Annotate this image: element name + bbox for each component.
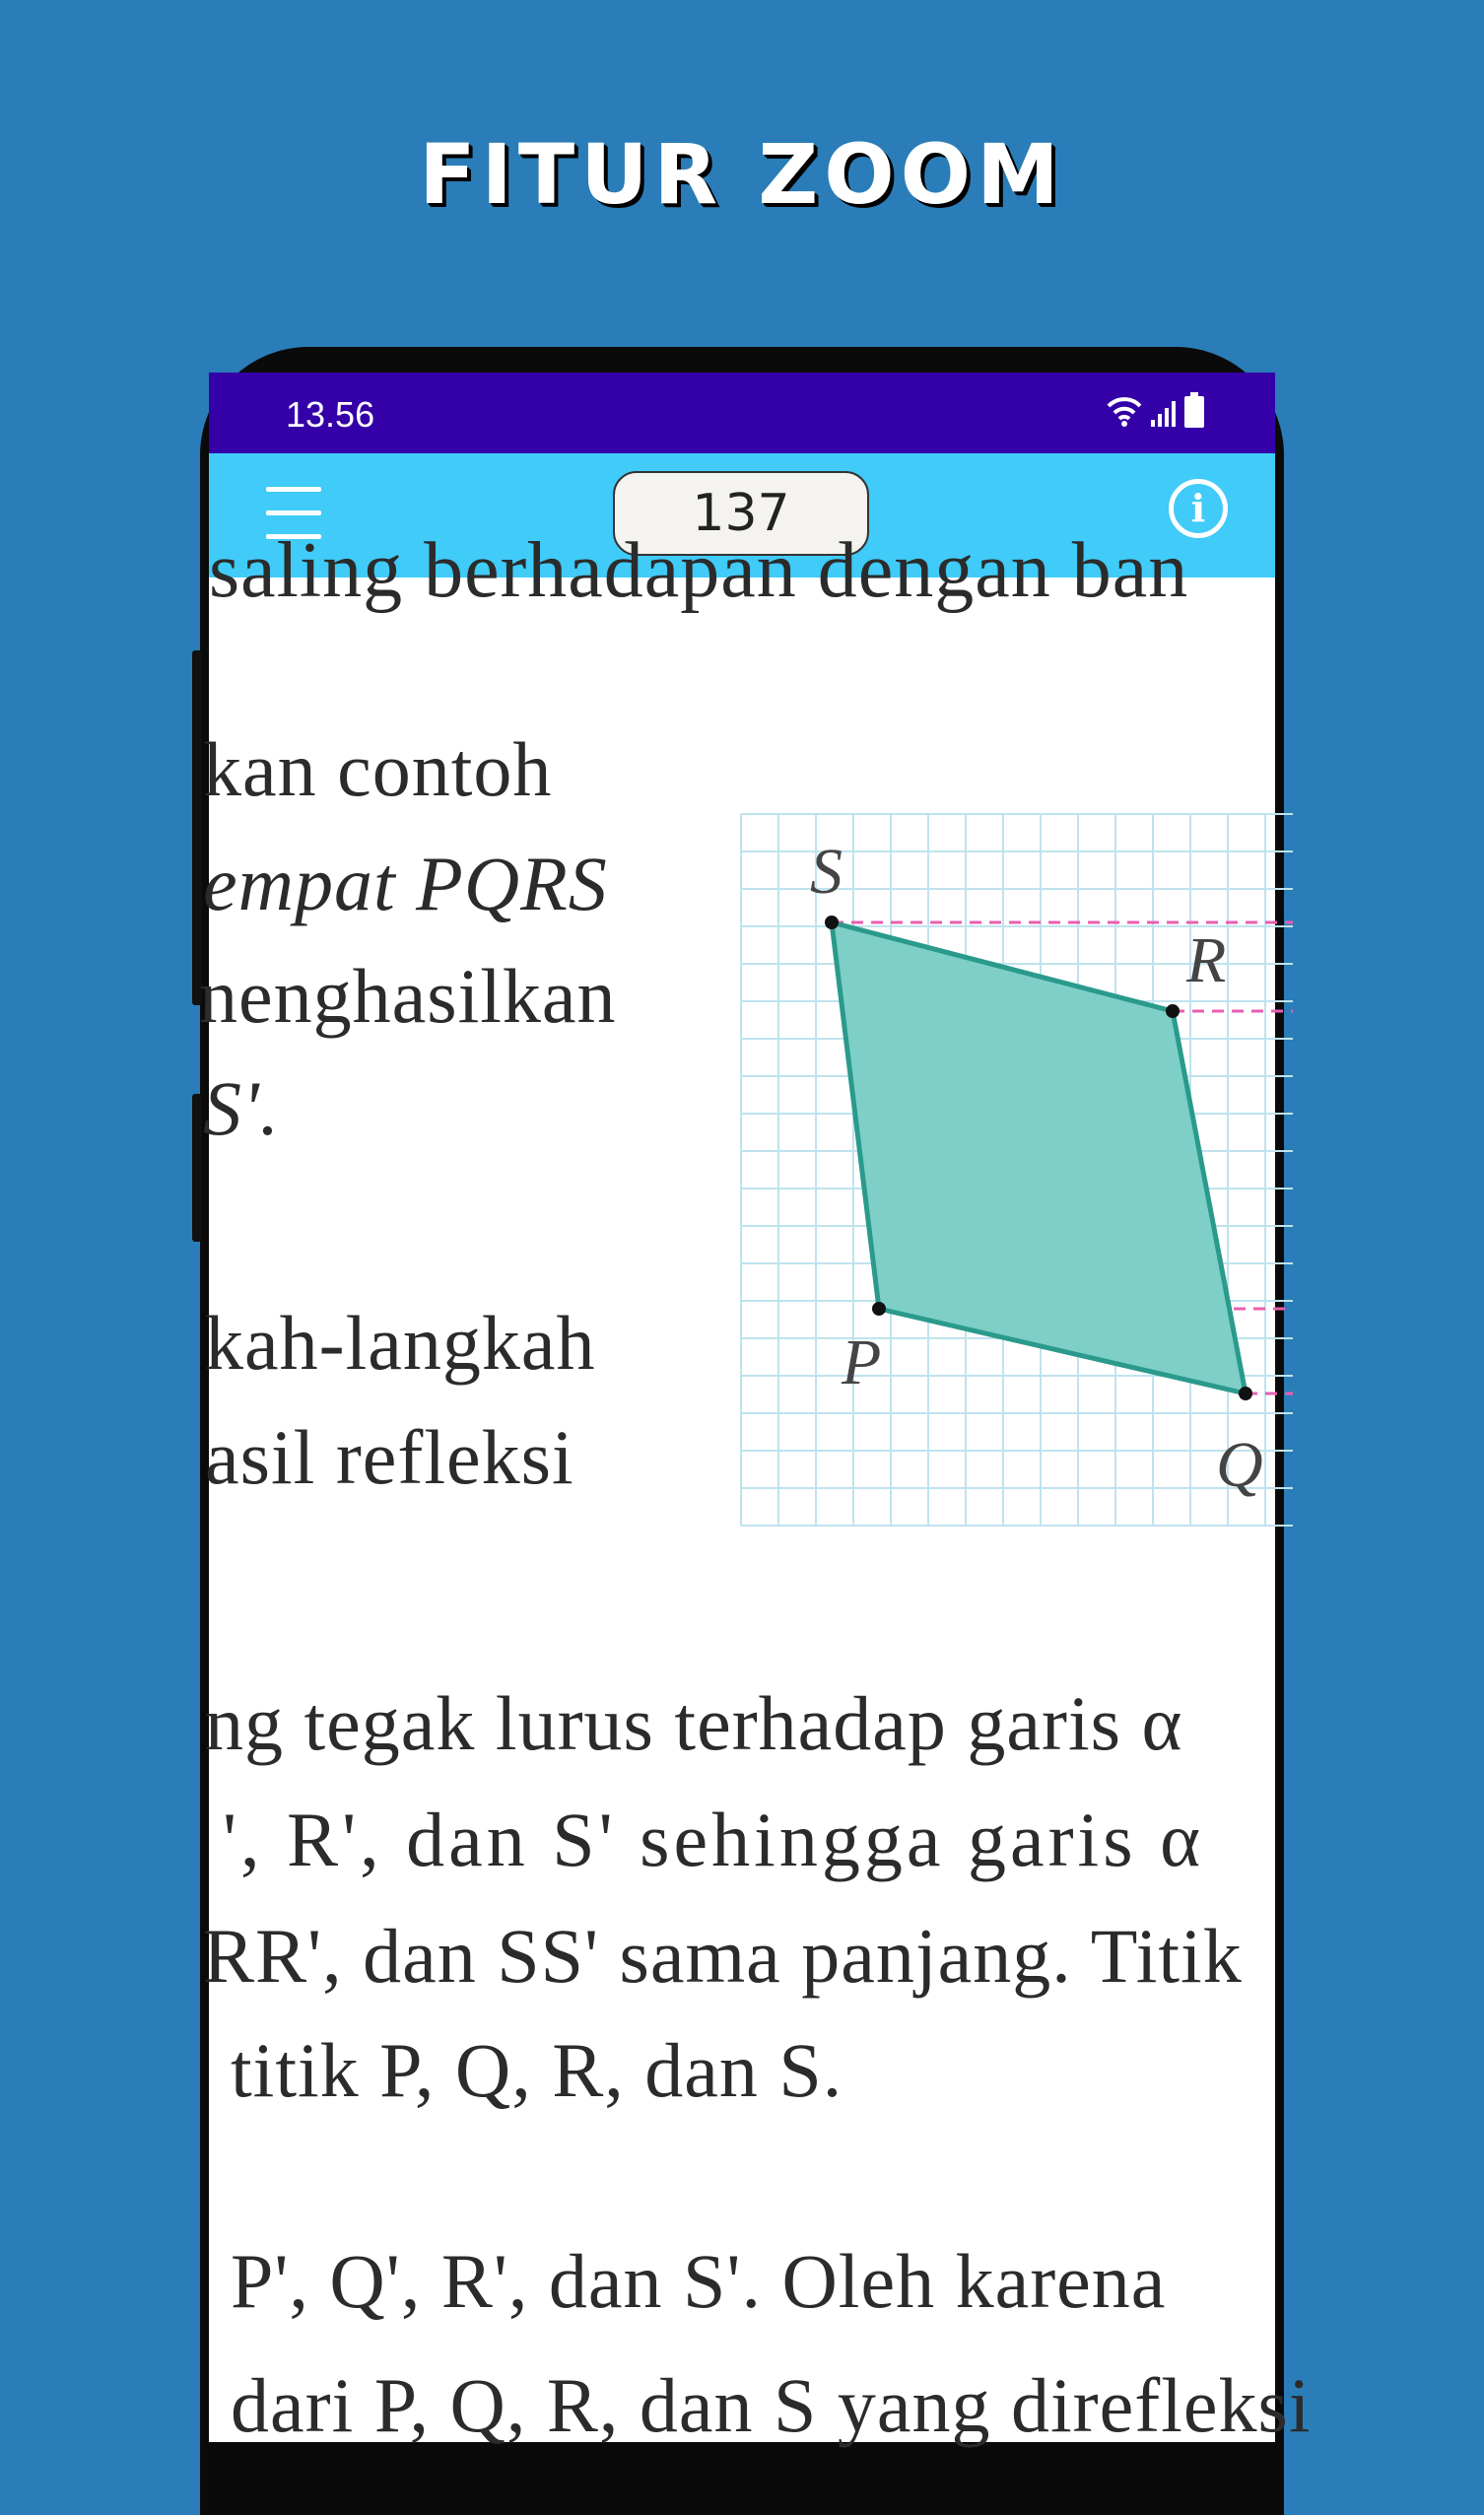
label-s: S <box>810 836 843 908</box>
status-time: 13.56 <box>286 394 375 435</box>
doc-left-line: asil refleksi <box>205 1414 574 1500</box>
document-page <box>199 527 1312 2448</box>
doc-body-line: ng tegak lurus terhadap garis α <box>205 1680 1183 1766</box>
quadrilateral-pqrs <box>832 922 1246 1393</box>
status-bar <box>209 373 1275 453</box>
doc-body-line: ', R', dan S' sehingga garis α <box>223 1797 1204 1882</box>
wifi-icon <box>1106 394 1143 428</box>
point-p <box>872 1302 886 1316</box>
doc-left-line: kan contoh <box>203 726 553 812</box>
info-icon[interactable]: i <box>1169 479 1228 538</box>
point-q <box>1239 1387 1252 1400</box>
doc-body-line: RR', dan SS' sama panjang. Titik <box>203 1913 1243 1999</box>
status-icons <box>1106 392 1204 428</box>
side-button-power <box>192 1094 202 1242</box>
page-number-field[interactable]: 137 <box>613 471 869 556</box>
point-s <box>825 916 839 929</box>
doc-body-line: titik P, Q, R, dan S. <box>231 2027 843 2113</box>
doc-left-line: S'. <box>203 1065 281 1151</box>
label-r: R <box>1186 924 1227 996</box>
doc-body-line: P', Q', R', dan S'. Oleh karena <box>231 2238 1167 2324</box>
doc-left-line: nenghasilkan <box>199 953 617 1039</box>
quadrilateral-figure <box>741 814 1293 1583</box>
doc-body-line: dari P, Q, R, dan S yang direfleksi <box>231 2362 1312 2448</box>
doc-left-line: empat PQRS <box>203 841 608 926</box>
battery-icon <box>1184 392 1204 428</box>
signal-icon <box>1149 398 1179 428</box>
hamburger-icon <box>266 487 321 492</box>
promo-title: FITUR ZOOM <box>419 126 1065 223</box>
label-q: Q <box>1216 1429 1263 1501</box>
point-r <box>1166 1004 1180 1018</box>
label-p: P <box>842 1326 882 1398</box>
phone-screen <box>199 373 1312 2448</box>
doc-left-line: kah-langkah <box>205 1300 596 1386</box>
doc-line-top: saling berhadapan dengan ban <box>209 527 1189 614</box>
